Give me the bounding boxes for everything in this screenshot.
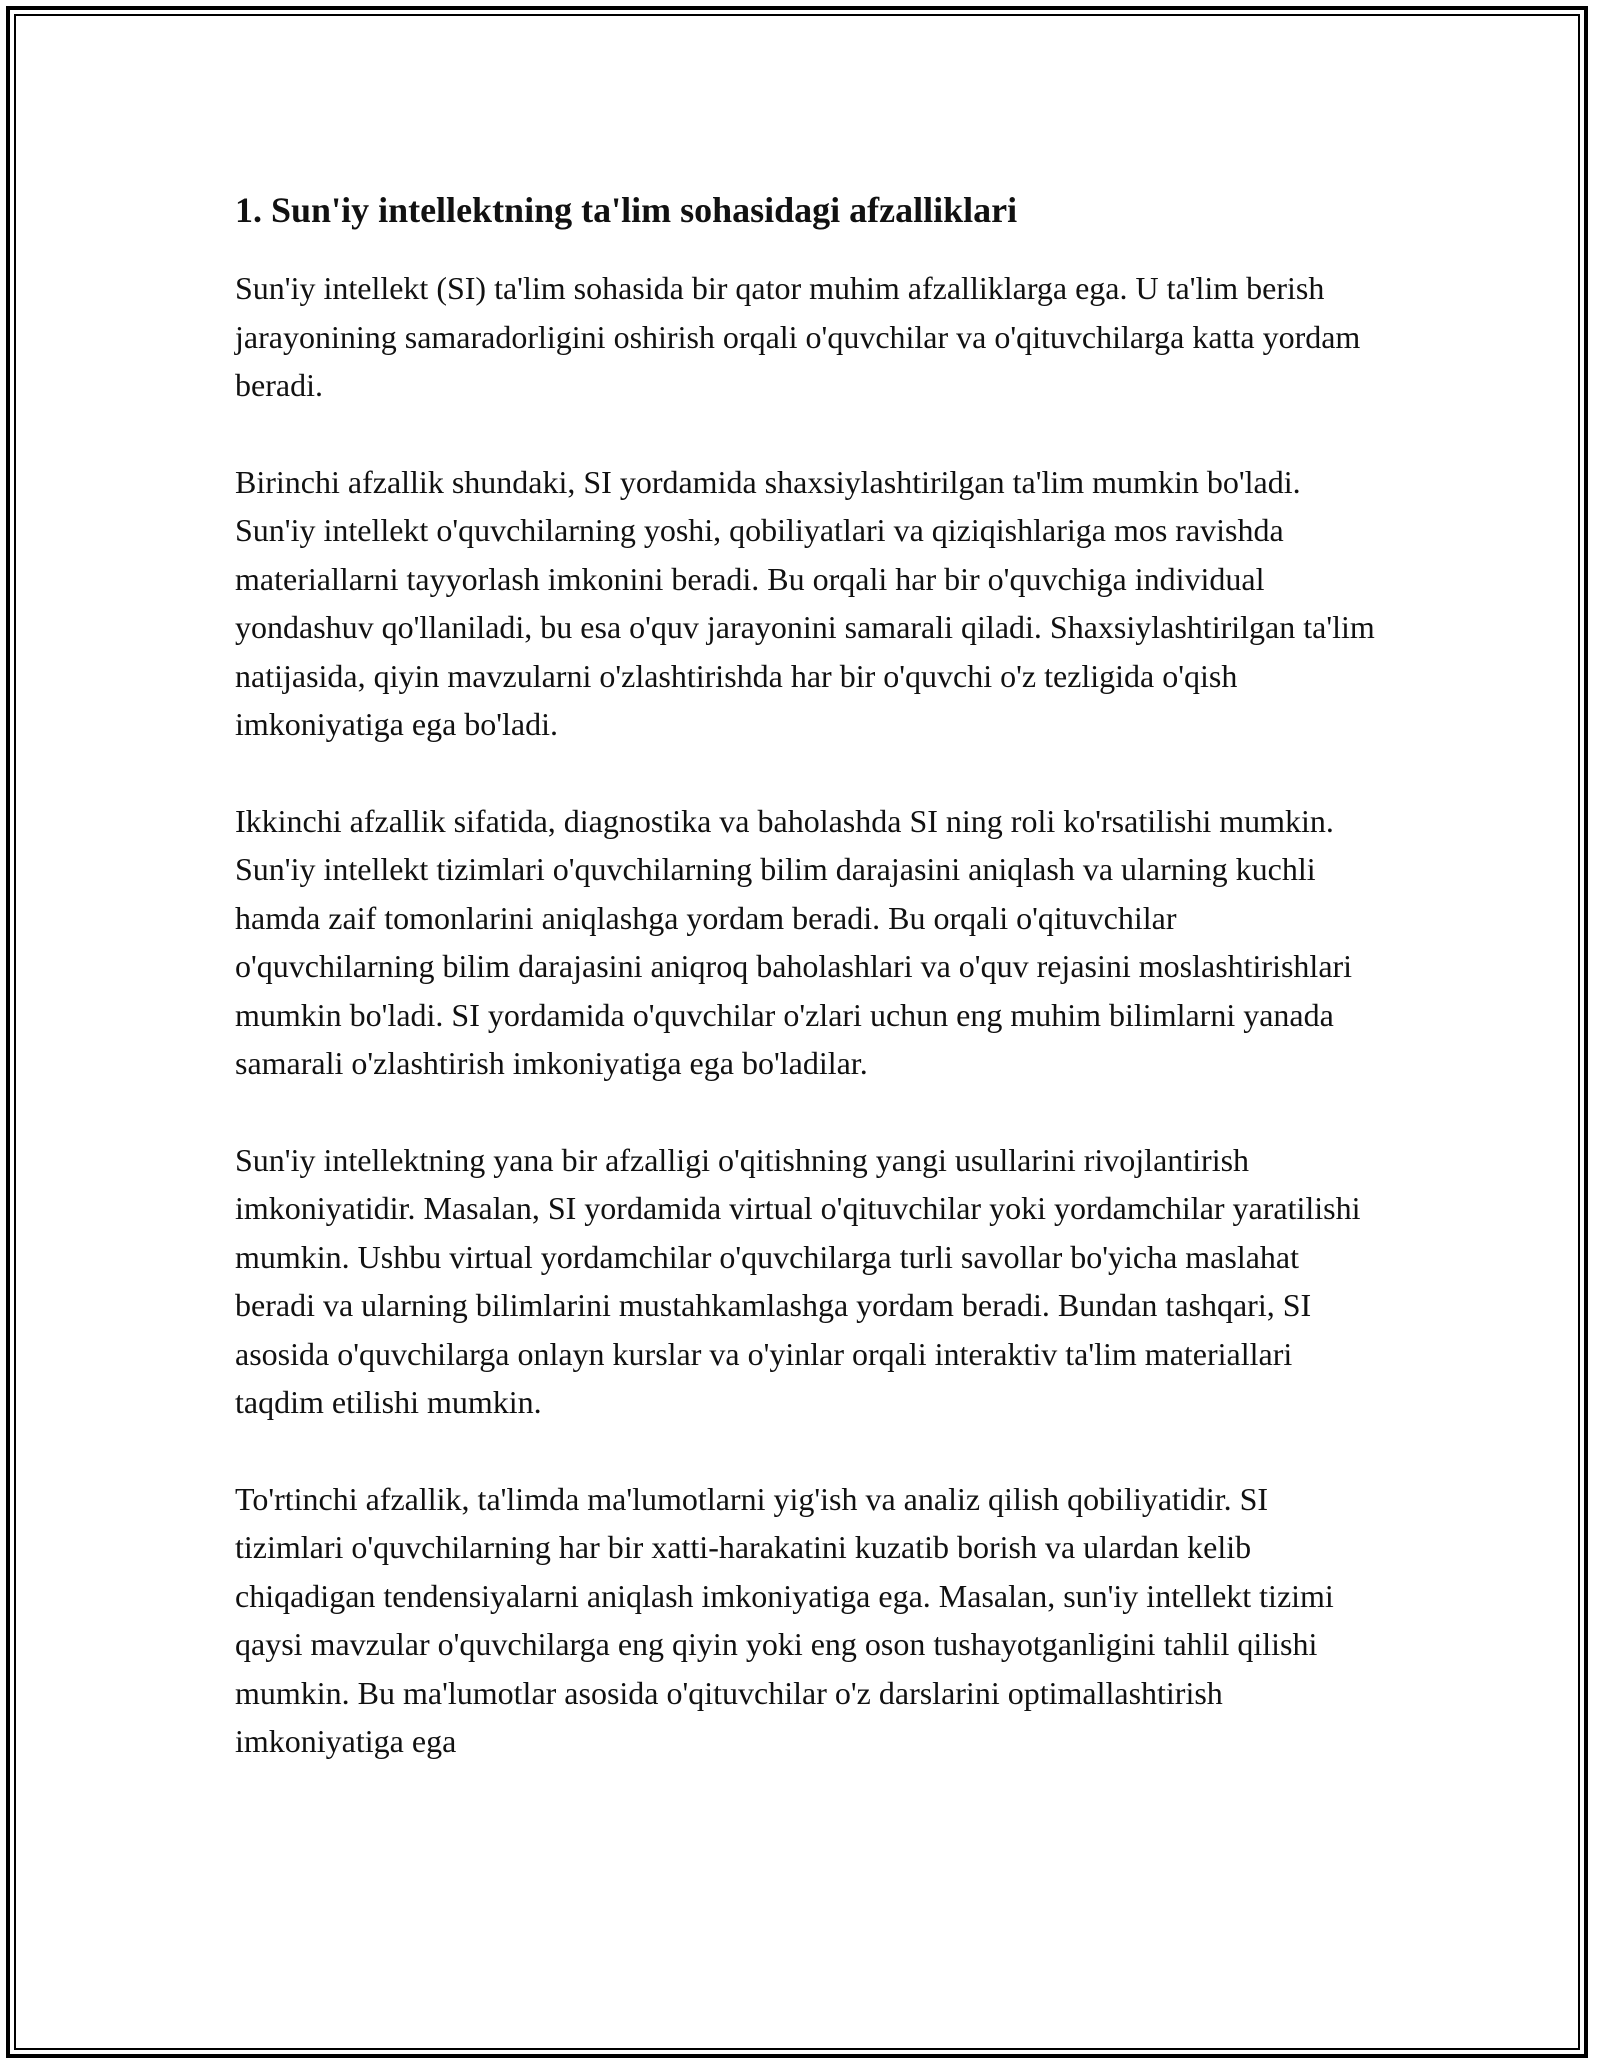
paragraph-first-advantage: Birinchi afzallik shundaki, SI yordamida shaxsiylashtirilgan ta'lim mumkin bo'ladi. Sun'iy intellekt o'quvchilarning yoshi, qobiliyatlari va qiziqishlariga mos ravishda materiallarni tayyorlash imkonini beradi. Bu orqali har bir o'quvchiga individual yondashuv qo'llaniladi, bu esa o'quv jarayonini samarali qiladi. Shaxsiylashtirilgan ta'lim natijasida, qiyin mavzularni o'zlashtirishda har bir o'quvchi o'z tezligida o'qish imkoniyatiga ega bo'ladi. (235, 463, 1375, 742)
paragraph-new-methods: Sun'iy intellektning yana bir afzalligi o'qitishning yangi usullarini rivojlantirish imkoniyatidir. Masalan, SI yordamida virtual o'qituvchilar yoki yordamchilar yaratilishi mumkin. Ushbu virtual yordamchilar o'quvchilarga turli savollar bo'yicha maslahat beradi va ularning bilimlarini mustahkamlashga yordam beradi. Bundan tashqari, SI asosida o'quvchilarga onlayn kurslar va o'yinlar orqali interaktiv ta'lim materiallari taqdim etilishi mumkin. (235, 1141, 1361, 1420)
section-heading: 1. Sun'iy intellektning ta'lim sohasidagi afzalliklari (235, 190, 1018, 230)
paragraph-second-advantage: Ikkinchi afzallik sifatida, diagnostika va baholashda SI ning roli ko'rsatilishi mumkin. Sun'iy intellekt tizimlari o'quvchilarning bilim darajasini aniqlash va ularning kuchli hamda zaif tomonlarini aniqlashga yordam beradi. Bu orqali o'qituvchilar o'quvchilarning bilim darajasini aniqroq baholashlari va o'quv rejasini moslashtirishlari mumkin bo'ladi. SI yordamida o'quvchilar o'zlari uchun eng muhim bilimlarni yanada samarali o'zlashtirish imkoniyatiga ega bo'ladilar. (235, 802, 1353, 1081)
document-body (235, 186, 1375, 1814)
paragraph-intro: Sun'iy intellekt (SI) ta'lim sohasida bir qator muhim afzalliklarga ega. U ta'lim berish jarayonining samaradorligini oshirish orqali o'quvchilar va o'qituvchilarga katta yordam beradi. (235, 270, 1361, 403)
paragraph-fourth-advantage: To'rtinchi afzallik, ta'limda ma'lumotlarni yig'ish va analiz qilish qobiliyatidir. SI tizimlari o'quvchilarning har bir xatti-harakatini kuzatib borish va ulardan kelib chiqadigan tendensiyalarni aniqlash imkoniyatiga ega. Masalan, sun'iy intellekt tizimi qaysi mavzular o'quvchilarga eng qiyin yoki eng oson tushayotganligini tahlil qilishi mumkin. Bu ma'lumotlar asosida o'qituvchilar o'z darslarini optimallashtirish imkoniyatiga ega (235, 1480, 1334, 1759)
